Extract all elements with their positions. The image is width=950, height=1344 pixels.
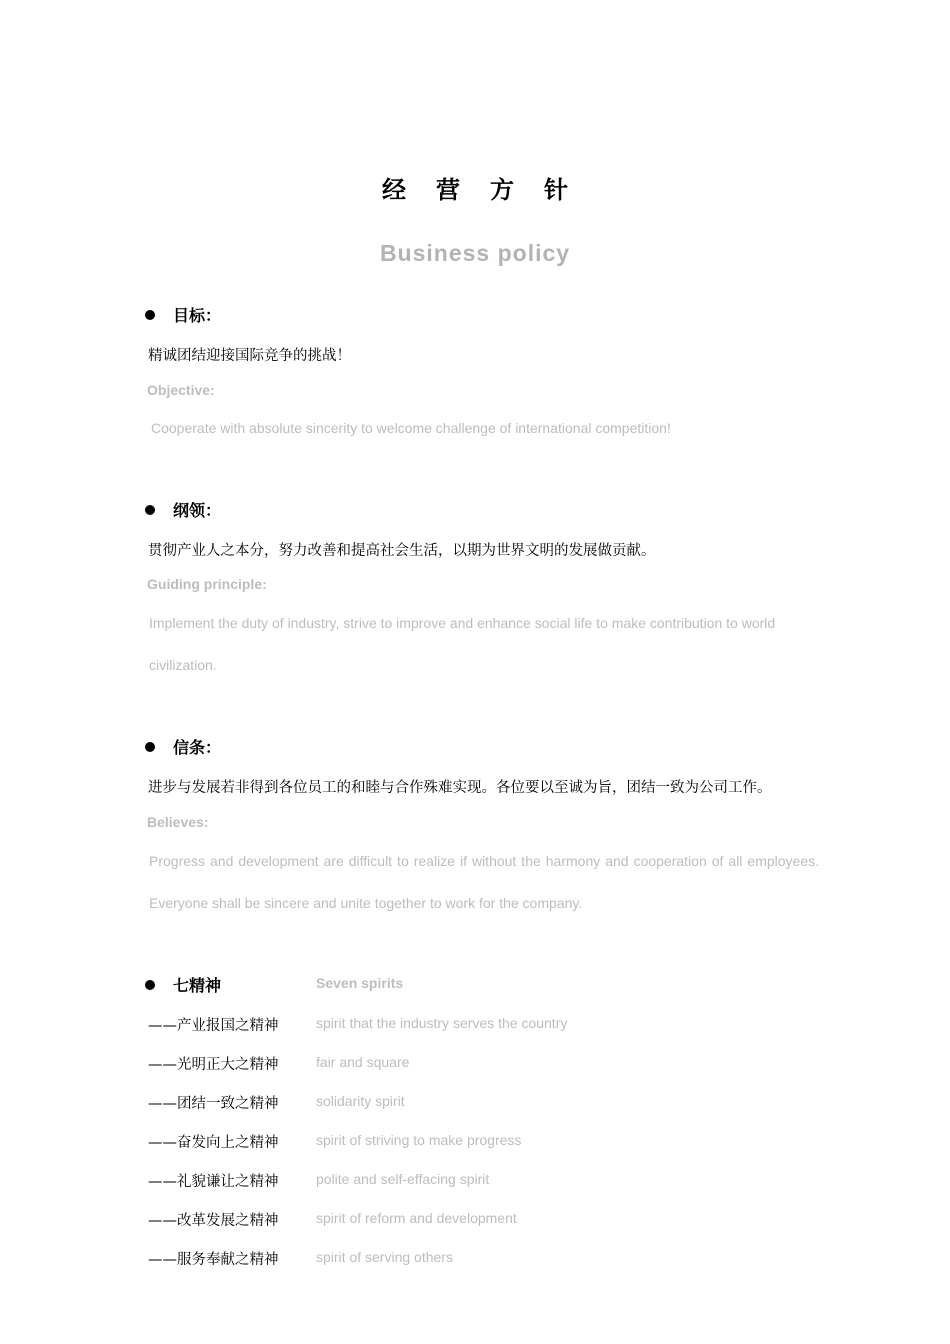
guiding-en-text: Implement the duty of industry, strive to improve and enhance social life to make contribution to world civilization. [149, 615, 776, 673]
objective-en-text: Cooperate with absolute sincerity to welcome challenge of international competition! [151, 420, 671, 436]
spirit-cn: ——团结一致之精神 [148, 1096, 279, 1112]
objective-cn: 精诚团结迎接国际竞争的挑战！ [148, 348, 351, 364]
guiding-cn: 贯彻产业人之本分，努力改善和提高社会生活，以期为世界文明的发展做贡献。 [148, 543, 656, 559]
believes-heading-label: 信条： [173, 738, 222, 757]
spirit-en: solidarity spirit [316, 1093, 405, 1109]
spirits-heading [145, 973, 221, 996]
spirit-cn: ——光明正大之精神 [148, 1057, 279, 1073]
bullet-icon [145, 505, 155, 515]
objective-heading [145, 303, 221, 326]
spirit-cn: ——奋发向上之精神 [148, 1135, 279, 1151]
believes-cn: 进步与发展若非得到各位员工的和睦与合作殊难实现。各位要以至诚为旨，团结一致为公司工作。 [148, 780, 772, 796]
guiding-heading-label: 纲领： [173, 501, 222, 520]
spirit-cn: ——产业报国之精神 [148, 1018, 279, 1034]
bullet-icon [145, 742, 155, 752]
believes-en-label: Believes: [147, 814, 209, 830]
guiding-en-label: Guiding principle: [147, 576, 267, 592]
spirits-en-heading: Seven spirits [316, 975, 404, 991]
spirit-en: fair and square [316, 1054, 410, 1070]
guiding-heading [145, 498, 221, 521]
bullet-icon [145, 310, 155, 320]
objective-en-label: Objective: [147, 382, 215, 398]
page-title: 经营方针 [382, 176, 598, 204]
spirit-en: polite and self-effacing spirit [316, 1171, 490, 1187]
page-subtitle: Business policy [379, 240, 571, 266]
spirit-cn: ——改革发展之精神 [148, 1213, 279, 1229]
spirit-en: spirit that the industry serves the country [316, 1015, 568, 1031]
believes-en-text: Progress and development are difficult to realize if without the harmony and cooperation of all employees. Everyone shall be sincere and unite together to work for the company. [149, 853, 819, 911]
believes-heading [145, 735, 221, 758]
spirit-en: spirit of serving others [316, 1249, 453, 1265]
spirit-cn: ——礼貌谦让之精神 [148, 1174, 279, 1190]
objective-heading-label: 目标： [173, 306, 222, 325]
bullet-icon [145, 980, 155, 990]
spirits-heading-label: 七精神 [173, 976, 222, 995]
spirit-en: spirit of striving to make progress [316, 1132, 522, 1148]
spirit-cn: ——服务奉献之精神 [148, 1252, 279, 1268]
spirit-en: spirit of reform and development [316, 1210, 517, 1226]
